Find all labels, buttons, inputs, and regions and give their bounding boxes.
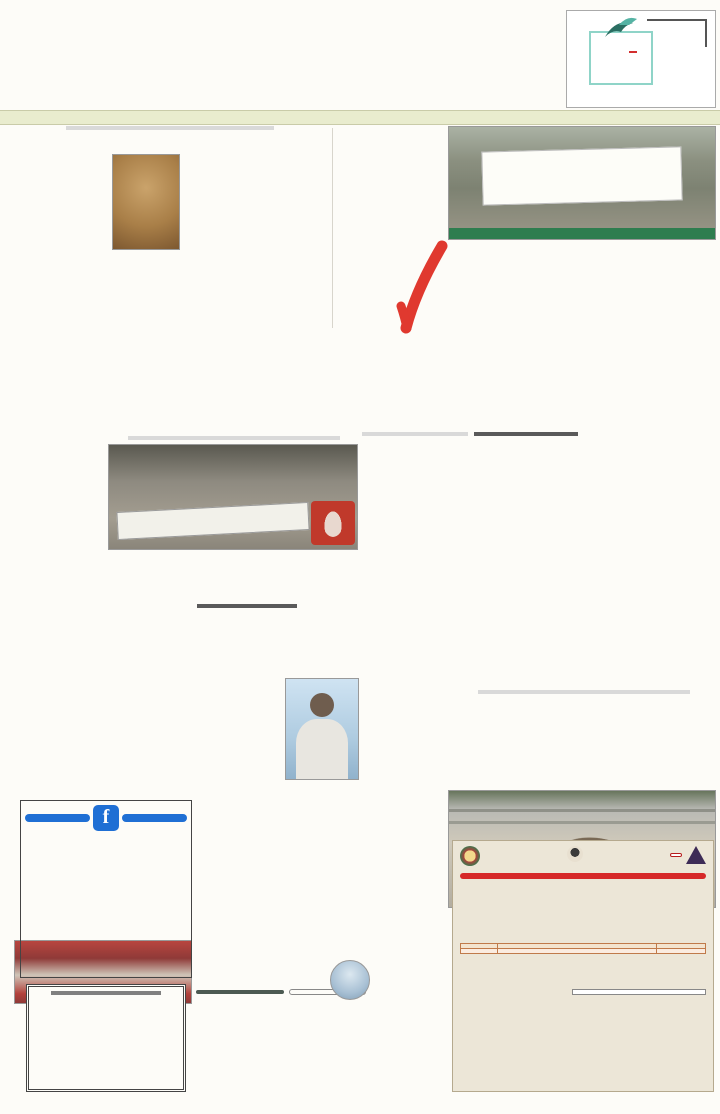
story-body [474,458,578,530]
bsti-body2 [460,957,706,987]
bsti-logo-row [460,846,706,870]
story-body [186,154,330,282]
rally-photo [448,126,716,240]
bsti-right-badges [670,846,706,864]
recruitment-body [33,998,179,1060]
bnp-caption [128,436,340,440]
selim-banner [197,604,297,608]
hotline-badge [670,853,682,857]
bnp-body [108,518,356,598]
bsti-triangle-icon [686,846,706,864]
bsti-table-cell [461,949,498,954]
facebook-corner-box [20,800,192,978]
bsti-table-cell [657,949,706,954]
corner-bracket-decoration [647,19,707,47]
bsti-table [460,943,706,954]
bsti-signature-box [572,989,706,995]
mujib-badge [567,846,583,862]
govt-emblem-icon [460,846,480,866]
bsti-table-row [461,949,706,954]
rally-banner-line2 [482,151,680,156]
story-lasher [10,126,330,318]
facebook-icon: f [93,805,119,831]
rally-banner-line1 [482,151,680,156]
portrait-body-shape [296,719,348,779]
story-selim [196,678,360,798]
rally-banner-line3 [482,151,680,156]
story-body [362,458,468,524]
red-tick-icon [396,240,448,334]
story-body [362,352,466,404]
story-manob [473,328,715,430]
story-body [448,754,714,834]
biswa-body-bottom [195,1008,449,1110]
story-body [196,678,280,794]
facebook-banner-left [25,814,90,822]
story-body [10,716,192,796]
anniversary-label [629,51,637,53]
story-kicker [66,126,274,130]
biswa-body-top [195,892,449,976]
selim-portrait-photo [285,678,359,780]
story-body [473,328,715,428]
portrait-head-shape [310,693,334,717]
story-machine [474,432,578,566]
bsti-body1 [460,882,706,940]
story-body [584,452,714,532]
anniversary-badge [566,10,716,108]
bsti-table-cell [497,949,656,954]
bridge-caption [478,690,690,694]
story-chagol [362,432,468,566]
fb-body [25,835,187,923]
story-kicker [474,432,578,436]
story-dokani [584,430,714,566]
column-rule [332,128,333,328]
rally-banner-strip [449,228,715,239]
story-body [10,352,104,557]
grave-photo [112,154,180,282]
facebook-banner-right [122,814,187,822]
dove-icon [601,15,641,41]
story-al-sova [10,716,192,798]
story-kicker [362,432,468,436]
story-body [362,596,444,792]
recruitment-title [51,991,161,995]
rally-banner [481,146,682,205]
story-sheet [10,330,104,592]
story-un [362,574,444,836]
recruitment-notice-box [26,984,186,1092]
story-bridge [448,754,714,836]
mujib-portrait-icon [567,846,583,862]
story-dagon-sova [362,330,466,430]
bsti-notice-title [460,873,706,879]
story-body [10,154,106,282]
website-bar [0,110,720,125]
facebook-banner [25,805,187,831]
grave-photo-image [112,154,180,250]
opinion-banner [196,990,284,994]
bsti-advertisement [452,840,714,1092]
opinion-author-photo [330,960,370,1000]
